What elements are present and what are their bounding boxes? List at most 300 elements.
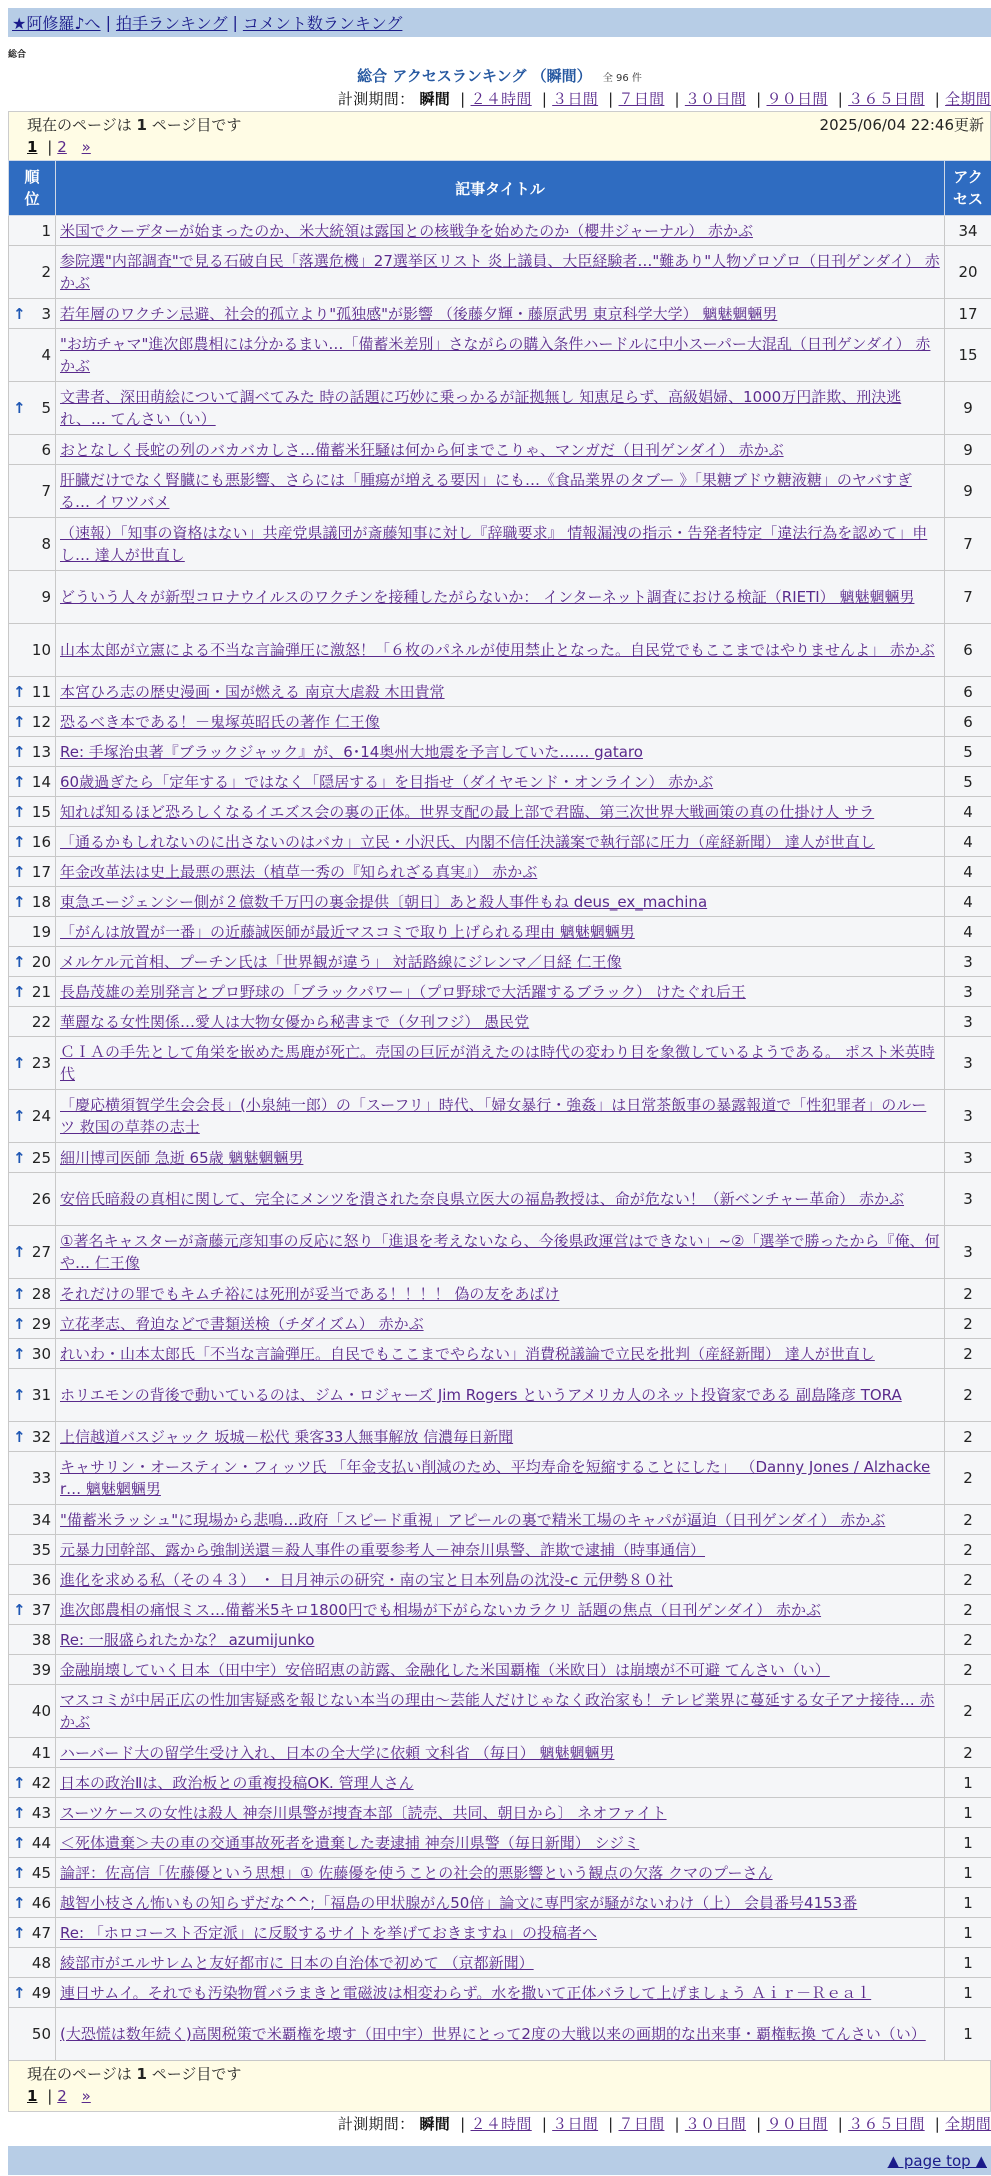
- rank-up-arrow-icon: ↑: [13, 1243, 26, 1261]
- rank-cell: [9, 1037, 56, 1090]
- table-row: [9, 624, 991, 677]
- access-count: 3: [945, 947, 991, 977]
- article-title-link[interactable]: 細川博司医師 急逝 65歳 魑魅魍魎男: [60, 1148, 304, 1167]
- rank-cell: [9, 1143, 56, 1173]
- title-cell: [56, 1565, 945, 1595]
- rank-cell: [9, 382, 56, 435]
- rank-number: 10: [31, 641, 51, 659]
- rank-cell: [9, 1918, 56, 1948]
- table-row: [9, 887, 991, 917]
- rank-number: 50: [31, 2025, 51, 2043]
- rank-number: 40: [31, 1702, 51, 1720]
- rank-number: 4: [41, 346, 51, 364]
- access-count: 4: [945, 827, 991, 857]
- rank-number: 1: [41, 221, 51, 240]
- article-title-link[interactable]: 元暴力団幹部、露から強制送還＝殺人事件の重要参考人－神奈川県警、詐欺で逮捕（時事通信）: [60, 1540, 706, 1559]
- article-title-link[interactable]: 進化を求める私（その４３） ・ 日月神示の研究・南の宝と日本列島の沈没-c 元伊勢８０社: [60, 1570, 673, 1589]
- rank-cell: [9, 1309, 56, 1339]
- page-link-2[interactable]: 2: [57, 2087, 67, 2105]
- rank-number: 16: [31, 832, 51, 851]
- article-title-link[interactable]: "お坊チャマ"進次郎農相には分かるまい…「備蓄米差別」さながらの購入条件ハードルに中小スーパー大混乱（日刊ゲンダイ） 赤かぶ: [60, 335, 931, 375]
- rank-up-arrow-icon: ↑: [13, 1386, 26, 1404]
- rank-number: 32: [31, 1427, 51, 1446]
- rank-cell: [9, 797, 56, 827]
- ranking-title-row: [8, 65, 991, 87]
- article-title-link[interactable]: ＜死体遺棄＞夫の車の交通事故死者を遺棄した妻逮捕 神奈川県警（毎日新聞） シジミ: [60, 1833, 640, 1852]
- rank-up-arrow-icon: ↑: [13, 1600, 26, 1619]
- access-count: 5: [945, 737, 991, 767]
- article-title-link[interactable]: 参院選"内部調査"で見る石破自民「落選危機」27選挙区リスト 炎上議員、大臣経験者…"難あり"人物ゾロゾロ（日刊ゲンダイ） 赤かぶ: [60, 252, 940, 292]
- table-row: [9, 465, 991, 518]
- title-cell: [56, 329, 945, 382]
- rank-number: 12: [31, 712, 51, 731]
- rank-cell: [9, 1226, 56, 1279]
- table-row: [9, 1978, 991, 2008]
- rank-number: 49: [31, 1983, 51, 2002]
- rank-number: 43: [31, 1803, 51, 1822]
- table-row: [9, 857, 991, 887]
- article-title-link[interactable]: 上信越道バスジャック 坂城－松代 乗客33人無事解放 信濃毎日新聞: [60, 1427, 514, 1446]
- period-link-24h[interactable]: ２４時間: [470, 90, 532, 108]
- table-row: [9, 1339, 991, 1369]
- rank-cell: [9, 1655, 56, 1685]
- access-count: 17: [945, 299, 991, 329]
- article-title-link[interactable]: 進次郎農相の痛恨ミス…備蓄米5キロ1800円でも相場が下がらないカラクリ 話題の焦点（日刊ゲンダイ） 赤かぶ: [60, 1600, 822, 1619]
- access-count: 2: [945, 1505, 991, 1535]
- rank-cell: [9, 571, 56, 624]
- rank-number: 26: [31, 1190, 51, 1208]
- period-link-all[interactable]: 全期間: [945, 2115, 991, 2133]
- page-link-1: 1: [27, 138, 38, 156]
- rank-cell: [9, 947, 56, 977]
- rank-cell: [9, 1422, 56, 1452]
- article-title-link[interactable]: それだけの罪でもキムチ裕には死刑が妥当である！！！！ 偽の友をあばけ: [60, 1284, 560, 1303]
- article-title-link[interactable]: 長島茂雄の差別発言とプロ野球の「ブラックパワー」（プロ野球で大活躍するブラック） けたぐれ后王: [60, 982, 746, 1001]
- rank-cell: [9, 977, 56, 1007]
- rank-cell: [9, 518, 56, 571]
- title-cell: [56, 707, 945, 737]
- current-page-number: 1: [136, 116, 147, 134]
- article-title-link[interactable]: キャサリン・オースティン・フィッツ氏 「年金支払い削減のため、平均寿命を短縮することにした」 （Danny Jones / Alzhacker… 魑魅魍魎男: [60, 1458, 931, 1498]
- article-title-link[interactable]: 「通るかもしれないのに出さないのはバカ」立民・小沢氏、内閣不信任決議案で執行部に圧力（産経新聞） 達人が世直し: [60, 832, 875, 851]
- article-title-link[interactable]: 論評：佐高信「佐藤優という思想」① 佐藤優を使うことの社会的悪影響という観点の欠落 クマのプーさん: [60, 1863, 773, 1882]
- title-cell: [56, 299, 945, 329]
- rank-number: 8: [41, 535, 51, 553]
- rank-number: 22: [31, 1012, 51, 1031]
- article-title-link[interactable]: 安倍氏暗殺の真相に関して、完全にメンツを潰された奈良県立医大の福島教授は、命が危ない！（新ベンチャー革命） 赤かぶ: [60, 1190, 905, 1208]
- rank-up-arrow-icon: ↑: [13, 772, 26, 791]
- title-cell: [56, 624, 945, 677]
- table-row: [9, 677, 991, 707]
- top-nav-bar: [8, 8, 991, 37]
- title-cell: [56, 947, 945, 977]
- article-title-link[interactable]: 東急エージェンシー側が２億数千万円の裏金提供〔朝日〕あと殺人事件もね deus_ex_machina: [60, 892, 708, 911]
- article-title-link[interactable]: 「慶応横須賀学生会会長」(小泉純一郎）の「スーフリ」時代、「婦女暴行・強姦」は日常茶飯事の暴露報道で「性犯罪者」のルーツ 救国の草莽の志士: [60, 1096, 927, 1136]
- rank-up-arrow-icon: ↑: [13, 1148, 26, 1167]
- access-count: 34: [945, 216, 991, 246]
- article-title-link[interactable]: マスコミが中居正広の性加害疑惑を報じない本当の理由～芸能人だけじゃなく政治家も！テレビ業界に蔓延する女子アナ接待… 赤かぶ: [60, 1691, 935, 1731]
- ranking-table-body: [9, 216, 991, 2061]
- access-count: 9: [945, 382, 991, 435]
- title-cell: [56, 435, 945, 465]
- article-title-link[interactable]: 肝臓だけでなく腎臓にも悪影響、さらには「腫瘍が増える要因」にも…《食品業界のタブー 》「果糖ブドウ糖液糖」のヤバすぎる… イワツバメ: [60, 471, 912, 511]
- rank-number: 20: [31, 952, 51, 971]
- page-link-next[interactable]: »: [81, 2087, 91, 2105]
- article-title-link[interactable]: 本宮ひろ志の歴史漫画・国が燃える 南京大虐殺 木田貴常: [60, 682, 445, 701]
- period-link-30d[interactable]: ３０日間: [684, 2115, 747, 2133]
- table-row: [9, 1007, 991, 1037]
- rank-number: 9: [41, 588, 51, 606]
- title-cell: [56, 1918, 945, 1948]
- rank-cell: [9, 1798, 56, 1828]
- article-title-link[interactable]: 恐るべき本である！－鬼塚英昭氏の著作 仁王像: [60, 712, 380, 731]
- rank-cell: [9, 329, 56, 382]
- item-count: 全 96 件: [602, 73, 642, 84]
- article-title-link[interactable]: れいわ・山本太郎氏「不当な言論弾圧。自民でもここまでやらない」消費税議論で立民を批判（産経新聞） 達人が世直し: [60, 1344, 875, 1363]
- article-title-link[interactable]: 越智小枝さん怖いもの知らずだな^^;「福島の甲状腺がん50倍」論文に専門家が騒がないわけ（上） 会員番号4153番: [60, 1893, 858, 1912]
- pager-bottom: [8, 2061, 991, 2112]
- rank-up-arrow-icon: ↑: [13, 952, 26, 971]
- rank-up-arrow-icon: ↑: [13, 1427, 26, 1446]
- rank-number: 47: [31, 1923, 51, 1942]
- title-cell: [56, 797, 945, 827]
- period-link-3d[interactable]: ３日間: [552, 90, 599, 108]
- rank-number: 42: [31, 1773, 51, 1792]
- rank-number: 45: [31, 1863, 51, 1882]
- table-row: [9, 1173, 991, 1226]
- rank-cell: [9, 1948, 56, 1978]
- page-top-link[interactable]: ▲ page top ▲: [887, 2151, 987, 2170]
- title-cell: [56, 977, 945, 1007]
- article-title-link[interactable]: (大恐慌は数年続く)高関税策で米覇権を壊す（田中宇）世界にとって2度の大戦以来の画期的な出来事・覇権転換 てんさい（い）: [60, 2025, 926, 2043]
- table-row: [9, 1625, 991, 1655]
- updated-timestamp: 2025/06/04 22:46更新: [819, 116, 984, 134]
- rank-cell: [9, 1173, 56, 1226]
- article-title-link[interactable]: ①著名キャスターが斎藤元彦知事の反応に怒り「進退を考えないなら、今後県政運営はできない」~②「選挙で勝ったから『俺、何や… 仁王像: [60, 1232, 940, 1272]
- rank-number: 18: [31, 892, 51, 911]
- table-row: [9, 1655, 991, 1685]
- access-count: 2: [945, 1309, 991, 1339]
- table-row: [9, 246, 991, 299]
- access-count: 2: [945, 1738, 991, 1768]
- period-link-90d[interactable]: ９０日間: [766, 90, 828, 108]
- article-title-link[interactable]: ホリエモンの背後で動いているのは、ジム・ロジャーズ Jim Rogers というアメリカ人のネット投資家である 副島隆彦 TORA: [60, 1386, 902, 1404]
- access-count: 7: [945, 518, 991, 571]
- period-link-all[interactable]: 全期間: [945, 90, 991, 108]
- table-row: [9, 977, 991, 1007]
- rank-up-arrow-icon: ↑: [13, 1833, 26, 1852]
- table-row: [9, 1685, 991, 1738]
- article-title-link[interactable]: 年金改革法は史上最悪の悪法（植草一秀の『知られざる真実』） 赤かぶ: [60, 862, 538, 881]
- current-page-text-bottom: 現在のページは 1 ページ目です: [27, 2065, 242, 2083]
- period-link-7d[interactable]: ７日間: [618, 90, 665, 108]
- title-cell: [56, 382, 945, 435]
- rank-cell: [9, 246, 56, 299]
- article-title-link[interactable]: 日本の政治Ⅱは、政治板との重複投稿OK. 管理人さん: [60, 1773, 414, 1792]
- rank-cell: [9, 707, 56, 737]
- article-title-link[interactable]: "備蓄米ラッシュ"に現場から悲鳴…政府「スピード重視」アピールの裏で精米工場のキャパが逼迫（日刊ゲンダイ） 赤かぶ: [60, 1510, 886, 1529]
- rank-cell: [9, 1595, 56, 1625]
- title-cell: [56, 1452, 945, 1505]
- rank-up-arrow-icon: ↑: [13, 1803, 26, 1822]
- table-row: [9, 767, 991, 797]
- access-count: 4: [945, 857, 991, 887]
- rank-number: 13: [31, 742, 51, 761]
- rank-cell: [9, 857, 56, 887]
- article-title-link[interactable]: メルケル元首相、プーチン氏は「世界観が違う」 対話路線にジレンマ／日経 仁王像: [60, 952, 622, 971]
- rank-up-arrow-icon: ↑: [13, 304, 26, 323]
- rank-number: 6: [41, 440, 51, 459]
- page-links: 1 | 2 »: [27, 138, 91, 156]
- article-title-link[interactable]: ＣＩＡの手先として角栄を嵌めた馬鹿が死亡。売国の巨匠が消えたのは時代の変わり目を象徴しているようである。 ポスト米英時代: [60, 1043, 935, 1083]
- table-row: [9, 737, 991, 767]
- article-title-link[interactable]: 知れば知るほど恐ろしくなるイエズス会の裏の正体。世界支配の最上部で君臨、第三次世界大戦画策の真の仕掛け人 サラ: [60, 802, 875, 821]
- nav-link-asyura[interactable]: ★阿修羅♪へ: [12, 14, 101, 33]
- title-cell: [56, 1595, 945, 1625]
- title-cell: [56, 917, 945, 947]
- title-cell: [56, 1226, 945, 1279]
- rank-number: 30: [31, 1344, 51, 1363]
- title-cell: [56, 1798, 945, 1828]
- rank-cell: [9, 624, 56, 677]
- access-count: 6: [945, 707, 991, 737]
- period-link-365d[interactable]: ３６５日間: [848, 2115, 925, 2133]
- rank-number: 37: [31, 1600, 51, 1619]
- table-row: [9, 1452, 991, 1505]
- title-cell: [56, 1007, 945, 1037]
- rank-up-arrow-icon: ↑: [13, 1054, 26, 1072]
- table-row: [9, 1888, 991, 1918]
- table-row: [9, 707, 991, 737]
- title-cell: [56, 1655, 945, 1685]
- rank-cell: [9, 1505, 56, 1535]
- table-row: [9, 1226, 991, 1279]
- period-link-24h[interactable]: ２４時間: [470, 2115, 532, 2133]
- access-count: 4: [945, 797, 991, 827]
- title-cell: [56, 1279, 945, 1309]
- rank-number: 21: [31, 982, 51, 1001]
- access-count: 1: [945, 1948, 991, 1978]
- table-row: [9, 1738, 991, 1768]
- rank-up-arrow-icon: ↑: [13, 1893, 26, 1912]
- title-cell: [56, 827, 945, 857]
- access-count: 7: [945, 571, 991, 624]
- rank-number: 15: [31, 802, 51, 821]
- article-title-link[interactable]: 若年層のワクチン忌避、社会的孤立より"孤独感"が影響 （後藤夕輝・藤原武男 東京科学大学） 魑魅魍魎男: [60, 304, 778, 323]
- rank-up-arrow-icon: ↑: [13, 742, 26, 761]
- table-row: [9, 1422, 991, 1452]
- article-title-link[interactable]: 連日サムイ。それでも汚染物質バラまきと電磁波は相変わらず。水を撒いて正体バラして上げましょう Ａｉｒ－Ｒｅａｌ: [60, 1983, 872, 2002]
- access-count: 3: [945, 977, 991, 1007]
- table-row: [9, 1595, 991, 1625]
- article-title-link[interactable]: （速報）「知事の資格はない」共産党県議団が斎藤知事に対し『辞職要求』 情報漏洩の指示・告発者特定「違法行為を認めて」申し… 達人が世直し: [60, 524, 928, 564]
- title-cell: [56, 737, 945, 767]
- title-cell: [56, 1858, 945, 1888]
- title-cell: [56, 677, 945, 707]
- access-count: 2: [945, 1565, 991, 1595]
- title-cell: [56, 1535, 945, 1565]
- table-row: [9, 1143, 991, 1173]
- access-count: 20: [945, 246, 991, 299]
- rank-cell: [9, 1090, 56, 1143]
- header-access: アクセス: [945, 161, 991, 216]
- rank-number: 19: [31, 922, 51, 941]
- rank-number: 11: [31, 682, 51, 701]
- rank-number: 48: [31, 1953, 51, 1972]
- rank-cell: [9, 1685, 56, 1738]
- rank-up-arrow-icon: ↑: [13, 1773, 26, 1792]
- rank-up-arrow-icon: ↑: [13, 1923, 26, 1942]
- article-title-link[interactable]: 金融崩壊していく日本（田中宇）安倍昭恵の訪露、金融化した米国覇権（米欧日）は崩壊が不可避 てんさい（い）: [60, 1660, 830, 1679]
- rank-number: 39: [31, 1660, 51, 1679]
- rank-cell: [9, 1768, 56, 1798]
- table-row: [9, 1918, 991, 1948]
- rank-up-arrow-icon: ↑: [13, 982, 26, 1001]
- rank-cell: [9, 1828, 56, 1858]
- table-row: [9, 1565, 991, 1595]
- article-title-link[interactable]: おとなしく長蛇の列のバカバカしさ…備蓄米狂騒は何から何までこりゃ、マンガだ（日刊ゲンダイ） 赤かぶ: [60, 440, 784, 459]
- period-link-30d[interactable]: ３０日間: [684, 90, 747, 108]
- table-row: [9, 1768, 991, 1798]
- access-count: 1: [945, 1768, 991, 1798]
- article-title-link[interactable]: 山本太郎が立憲による不当な言論弾圧に激怒！「６枚のパネルが使用禁止となった。自民党でもここまではやりませんよ」 赤かぶ: [60, 641, 935, 659]
- period-link-365d[interactable]: ３６５日間: [848, 90, 925, 108]
- access-count: 3: [945, 1173, 991, 1226]
- article-title-link[interactable]: 米国でクーデターが始まったのか、米大統領は露国との核戦争を始めたのか（櫻井ジャーナル） 赤かぶ: [60, 221, 753, 240]
- access-count: 3: [945, 1143, 991, 1173]
- table-row: [9, 216, 991, 246]
- page-links-bottom: 1 | 2 »: [27, 2087, 91, 2105]
- access-count: 2: [945, 1369, 991, 1422]
- rank-number: 41: [31, 1743, 51, 1762]
- title-cell: [56, 465, 945, 518]
- access-count: 1: [945, 2008, 991, 2061]
- title-cell: [56, 1948, 945, 1978]
- access-count: 2: [945, 1339, 991, 1369]
- rank-cell: [9, 1369, 56, 1422]
- period-link-90d[interactable]: ９０日間: [766, 2115, 828, 2133]
- table-row: [9, 1798, 991, 1828]
- article-title-link[interactable]: Re: 手塚治虫著『ブラックジャック』が、6･14奥州大地震を予言していた…… gataro: [60, 742, 643, 761]
- page-link-2[interactable]: 2: [57, 138, 67, 156]
- table-row: [9, 1279, 991, 1309]
- rank-number: 25: [31, 1148, 51, 1167]
- table-row: [9, 1858, 991, 1888]
- page-link-1: 1: [27, 2087, 38, 2105]
- title-cell: [56, 1143, 945, 1173]
- rank-up-arrow-icon: ↑: [13, 1983, 26, 2002]
- article-title-link[interactable]: スーツケースの女性は殺人 神奈川県警が捜査本部〔読売、共同、朝日から〕 ネオファイト: [60, 1803, 667, 1822]
- rank-number: 7: [41, 482, 51, 500]
- access-count: 1: [945, 1918, 991, 1948]
- rank-cell: [9, 767, 56, 797]
- rank-up-arrow-icon: ↑: [13, 892, 26, 911]
- article-title-link[interactable]: 綾部市がエルサレムと友好都市に 日本の自治体で初めて （京都新聞）: [60, 1953, 534, 1972]
- rank-up-arrow-icon: ↑: [13, 1314, 26, 1333]
- title-cell: [56, 216, 945, 246]
- access-count: 3: [945, 1007, 991, 1037]
- rank-cell: [9, 1535, 56, 1565]
- title-cell: [56, 1173, 945, 1226]
- article-title-link[interactable]: Re: 「ホロコースト否定派」に反駁するサイトを挙げておきますね」の投稿者へ: [60, 1923, 598, 1942]
- current-page-text: 現在のページは 1 ページ目です: [27, 116, 242, 134]
- title-cell: [56, 2008, 945, 2061]
- nav-link-applause-ranking[interactable]: 拍手ランキング: [115, 14, 228, 33]
- rank-number: 35: [31, 1540, 51, 1559]
- access-count: 2: [945, 1422, 991, 1452]
- table-row: [9, 917, 991, 947]
- rank-number: 36: [31, 1570, 51, 1589]
- header-title: 記事タイトル: [56, 161, 945, 216]
- rank-number: 2: [41, 263, 51, 281]
- period-link-7d[interactable]: ７日間: [618, 2115, 665, 2133]
- rank-cell: [9, 216, 56, 246]
- rank-number: 5: [41, 399, 51, 417]
- rank-cell: [9, 1452, 56, 1505]
- table-row: [9, 1535, 991, 1565]
- access-count: 3: [945, 1090, 991, 1143]
- rank-cell: [9, 1978, 56, 2008]
- page-title: 総合 アクセスランキング （瞬間）: [357, 67, 592, 85]
- table-row: [9, 299, 991, 329]
- article-title-link[interactable]: Re: 一服盛られたかな？ azumijunko: [60, 1630, 315, 1649]
- rank-number: 28: [31, 1284, 51, 1303]
- rank-number: 24: [31, 1107, 51, 1125]
- table-row: [9, 329, 991, 382]
- rank-cell: [9, 1279, 56, 1309]
- access-count: 4: [945, 917, 991, 947]
- article-title-link[interactable]: どういう人々が新型コロナウイルスのワクチンを接種したがらないか： インターネット調査における検証（RIETI） 魑魅魍魎男: [60, 588, 915, 606]
- access-count: 2: [945, 1655, 991, 1685]
- rank-cell: [9, 1339, 56, 1369]
- period-link-3d[interactable]: ３日間: [552, 2115, 599, 2133]
- access-count: 2: [945, 1535, 991, 1565]
- rank-up-arrow-icon: ↑: [13, 1344, 26, 1363]
- rank-number: 3: [41, 304, 51, 323]
- access-count: 1: [945, 1978, 991, 2008]
- access-count: 1: [945, 1828, 991, 1858]
- table-row: [9, 827, 991, 857]
- rank-cell: [9, 465, 56, 518]
- article-title-link[interactable]: 60歳過ぎたら「定年する」ではなく「隠居する」を目指せ（ダイヤモンド・オンライン） 赤かぶ: [60, 772, 714, 791]
- article-title-link[interactable]: 「がんは放置が一番」の近藤誠医師が最近マスコミで取り上げられる理由 魑魅魍魎男: [60, 922, 635, 941]
- article-title-link[interactable]: 華麗なる女性関係…愛人は大物女優から秘書まで（夕刊フジ） 愚民党: [60, 1012, 530, 1031]
- footer-bar: [8, 2146, 991, 2175]
- nav-separator: |: [105, 13, 111, 32]
- rank-cell: [9, 299, 56, 329]
- article-title-link[interactable]: ハーバード大の留学生受け入れ、日本の全大学に依頼 文科省 （毎日） 魑魅魍魎男: [60, 1743, 615, 1762]
- page-wrapper: [8, 8, 991, 2175]
- access-count: 2: [945, 1279, 991, 1309]
- period-current: 瞬間: [419, 90, 451, 108]
- rank-up-arrow-icon: ↑: [13, 1284, 26, 1303]
- rank-cell: [9, 2008, 56, 2061]
- article-title-link[interactable]: 文書者、深田萌絵について調べてみた 時の話題に巧妙に乗っかるが証拠無し 知恵足らず、高級娼婦、1000万円詐欺、刑決逃れ、… てんさい（い）: [60, 388, 902, 428]
- table-row: [9, 1037, 991, 1090]
- rank-up-arrow-icon: ↑: [13, 712, 26, 731]
- nav-link-comment-ranking[interactable]: コメント数ランキング: [242, 14, 403, 33]
- table-row: [9, 797, 991, 827]
- rank-cell: [9, 1858, 56, 1888]
- table-row: [9, 435, 991, 465]
- rank-cell: [9, 435, 56, 465]
- rank-up-arrow-icon: ↑: [13, 1863, 26, 1882]
- title-cell: [56, 1309, 945, 1339]
- rank-up-arrow-icon: ↑: [13, 802, 26, 821]
- page-link-next[interactable]: »: [81, 138, 91, 156]
- article-title-link[interactable]: 立花孝志、脅迫などで書類送検（チダイズム） 赤かぶ: [60, 1314, 424, 1333]
- table-row: [9, 1369, 991, 1422]
